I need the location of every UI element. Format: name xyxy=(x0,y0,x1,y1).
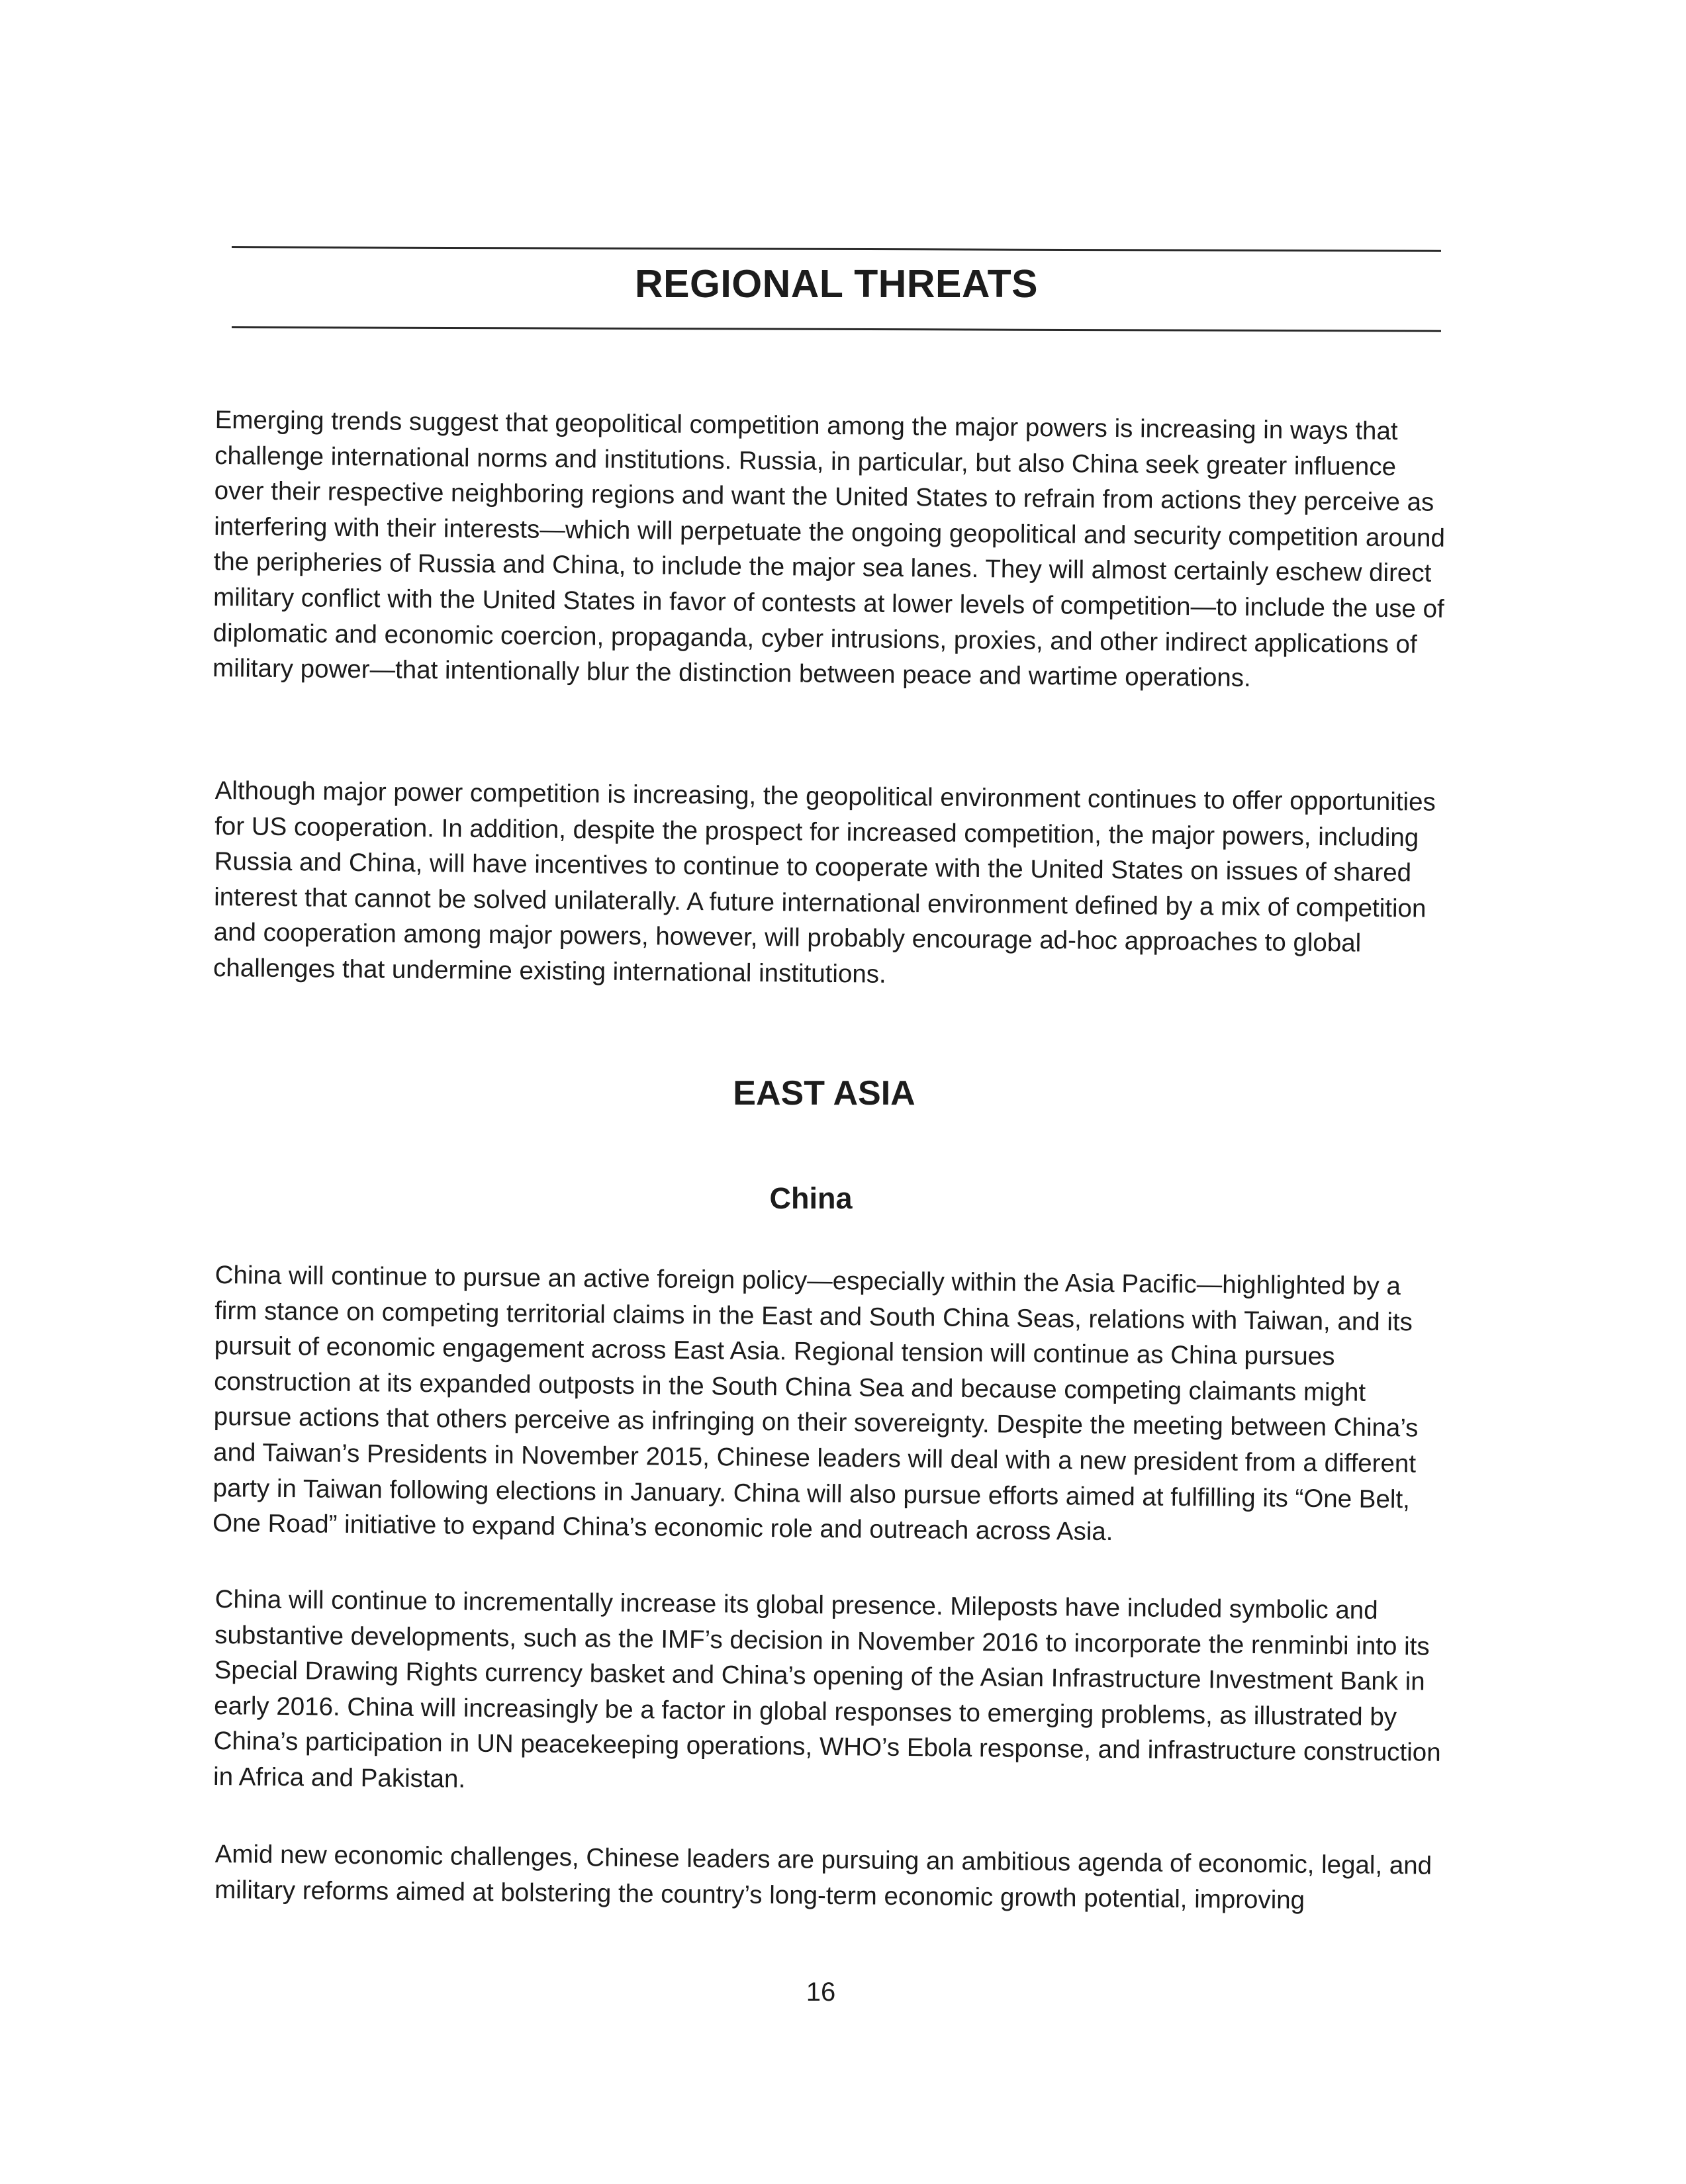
china-paragraph-2: China will continue to incrementally increase its global presence. Mileposts have included symbolic and substantive developments, such as the IMF’s decision in November 2016 to incorporate the renminbi into its Special Drawing Rights currency basket and China’s opening of the Asian Infrastructure Investment Bank in early 2016. China will increasingly be a factor in global responses to emerging problems, as illustrated by China’s participation in UN peacekeeping operations, WHO’s Ebola response, and infrastructure construction in Africa and Pakistan. xyxy=(212,1584,1441,1794)
region-heading: EAST ASIA xyxy=(733,1074,915,1113)
country-heading: China xyxy=(769,1181,853,1215)
section-title: REGIONAL THREATS xyxy=(635,262,1038,306)
page-number: 16 xyxy=(806,1978,836,2007)
china-paragraph-3: Amid new economic challenges, Chinese leaders are pursuing an ambitious agenda of economic, legal, and military reforms aimed at bolstering the country’s long-term economic growth potential, improving xyxy=(214,1839,1432,1915)
intro-paragraph-1: Emerging trends suggest that geopolitical competition among the major powers is increasing in ways that challenge international norms and institutions. Russia, in particular, but also China seek greater influence over their respective neighboring regions and want the United States to refrain from actions they perceive as interfering with their interests—which will perpetuate the ongoing geopolitical and security competition around the peripheries of Russia and China, to include the major sea lanes. They will almost certainly eschew direct military conflict with the United States in favor of contests at lower levels of competition—to include the use of diplomatic and economic coercion, propaganda, cyber intrusions, proxies, and other indirect applications of military power—that intentionally blur the distinction between peace and wartime operations. xyxy=(212,405,1446,693)
title-rule-top xyxy=(232,246,1441,252)
china-paragraph-1: China will continue to pursue an active foreign policy—especially within the Asia Pacific—highlighted by a firm stance on competing territorial claims in the East and South China Seas, relations with Taiwan, and its pursuit of economic engagement across East Asia. Regional tension will continue as China pursues construction at its expanded outposts in the South China Sea and because competing claimants might pursue actions that others perceive as infringing on their sovereignty. Despite the meeting between China’s and Taiwan’s Presidents in November 2015, Chinese leaders will deal with a new president from a different party in Taiwan following elections in January. China will also pursue efforts aimed at fulfilling its “One Belt, One Road” initiative to expand China’s economic role and outreach across Asia. xyxy=(212,1260,1419,1547)
title-rule-bottom xyxy=(232,326,1441,332)
intro-paragraph-2: Although major power competition is increasing, the geopolitical environment continues to offer opportunities for US cooperation. In addition, despite the prospect for increased competition, the major powers, including Russia and China, will have incentives to continue to cooperate with the United States on issues of shared interest that cannot be solved unilaterally. A future international environment defined by a mix of competition and cooperation among major powers, however, will probably encourage ad-hoc approaches to global challenges that undermine existing international institutions. xyxy=(212,776,1436,989)
